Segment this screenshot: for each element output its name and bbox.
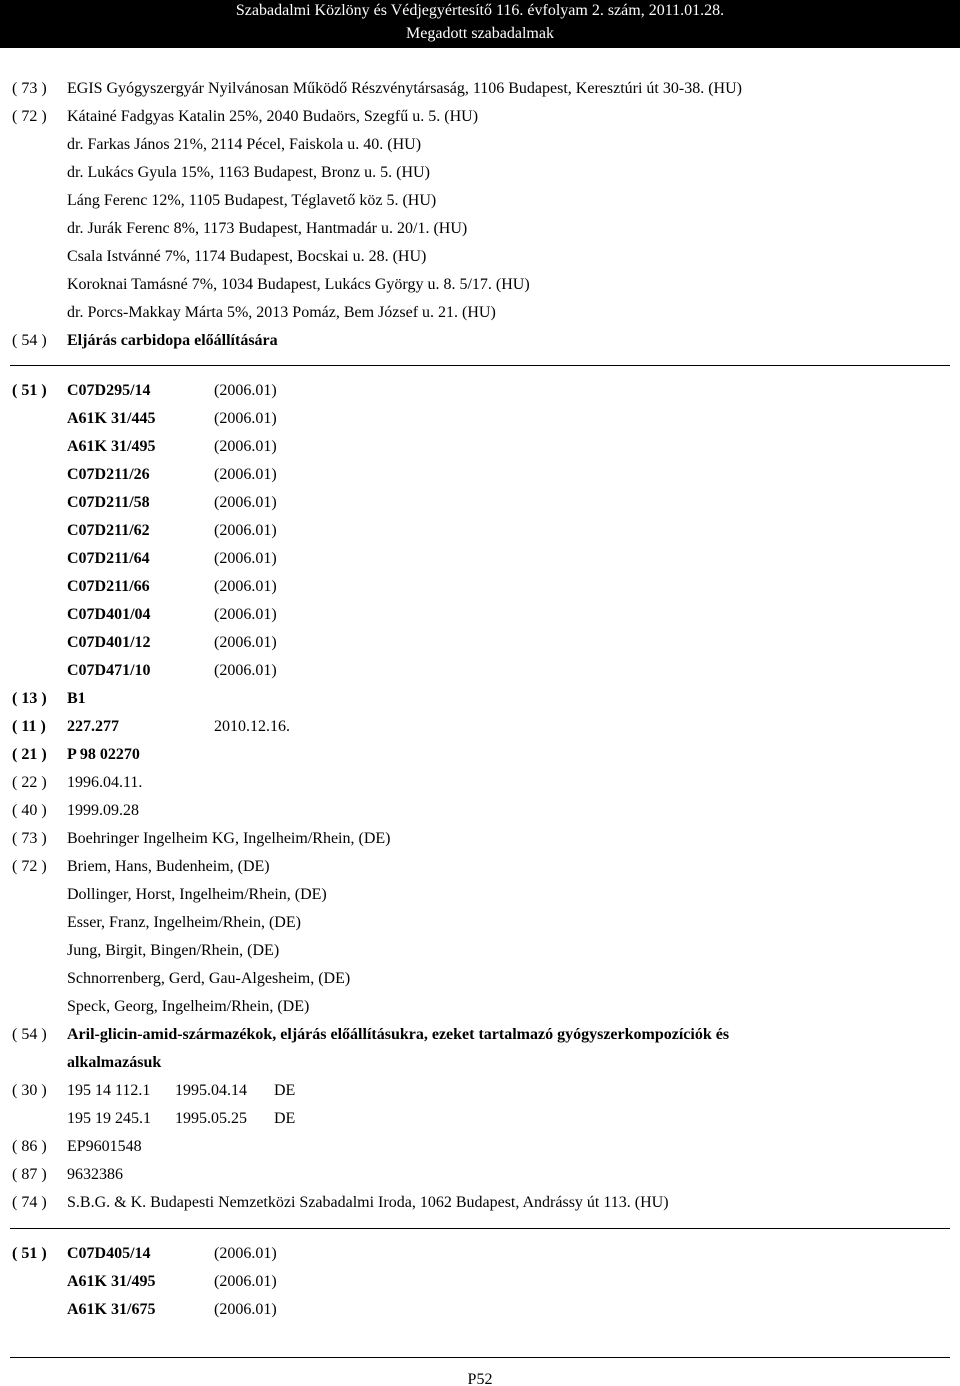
- priority-number: 195 19 245.1: [67, 1110, 151, 1127]
- publication-date: 1999.09.28: [67, 802, 139, 819]
- ipc-class: A61K 31/495: [67, 1273, 156, 1290]
- journal-title: Szabadalmi Közlöny és Védjegyértesítő 116. évfolyam 2. szám, 2011.01.28.: [235, 2, 725, 19]
- inventor-text: Kátainé Fadgyas Katalin 25%, 2040 Budaörs, Szegfű u. 5. (HU): [67, 108, 479, 125]
- inid-code: ( 87 ): [12, 1166, 47, 1183]
- ipc-class: A61K 31/445: [67, 410, 156, 427]
- section-title: Megadott szabadalmak: [406, 25, 554, 42]
- invention-title: Aril-glicin-amid-származékok, eljárás előállításukra, ezeket tartalmazó gyógyszerkompozíciók és: [67, 1026, 730, 1043]
- ipc-version: (2006.01): [214, 550, 277, 567]
- inventor-text: Schnorrenberg, Gerd, Gau-Algesheim, (DE): [67, 970, 351, 987]
- inventor-text: dr. Porcs-Makkay Márta 5%, 2013 Pomáz, Bem József u. 21. (HU): [67, 304, 496, 321]
- inid-code: ( 54 ): [12, 1026, 47, 1043]
- inventor-text: dr. Farkas János 21%, 2114 Pécel, Faiskola u. 40. (HU): [67, 136, 422, 153]
- inventor-text: Csala Istvánné 7%, 1174 Budapest, Bocskai u. 28. (HU): [67, 248, 427, 265]
- ipc-class: A61K 31/675: [67, 1301, 156, 1318]
- inid-code: ( 51 ): [12, 382, 47, 399]
- ipc-class: C07D405/14: [67, 1245, 151, 1262]
- ipc-version: (2006.01): [214, 522, 277, 539]
- ipc-class: C07D211/26: [67, 466, 150, 483]
- inid-code: ( 72 ): [12, 108, 47, 125]
- grant-date: 2010.12.16.: [214, 718, 290, 735]
- intl-application-number: EP9601548: [67, 1138, 142, 1155]
- inventor-text: Dollinger, Horst, Ingelheim/Rhein, (DE): [67, 886, 327, 903]
- ipc-class: C07D211/66: [67, 578, 150, 595]
- ipc-version: (2006.01): [214, 410, 277, 427]
- ipc-version: (2006.01): [214, 466, 277, 483]
- inventor-text: Koroknai Tamásné 7%, 1034 Budapest, Lukács György u. 8. 5/17. (HU): [67, 276, 530, 293]
- priority-country: DE: [274, 1110, 296, 1127]
- ipc-class: C07D211/58: [67, 494, 150, 511]
- entry-separator: [10, 1228, 950, 1229]
- priority-date: 1995.04.14: [175, 1082, 247, 1099]
- ipc-version: (2006.01): [214, 662, 277, 679]
- ipc-version: (2006.01): [214, 1273, 277, 1290]
- ipc-class: C07D401/04: [67, 606, 151, 623]
- inid-code: ( 73 ): [12, 80, 47, 97]
- priority-date: 1995.05.25: [175, 1110, 247, 1127]
- ipc-version: (2006.01): [214, 578, 277, 595]
- ipc-class: C07D295/14: [67, 382, 151, 399]
- kind-code: B1: [67, 690, 86, 707]
- inventor-text: dr. Jurák Ferenc 8%, 1173 Budapest, Hantmadár u. 20/1. (HU): [67, 220, 468, 237]
- inventor-text: dr. Lukács Gyula 15%, 1163 Budapest, Bronz u. 5. (HU): [67, 164, 430, 181]
- invention-title: Eljárás carbidopa előállítására: [67, 332, 278, 349]
- intl-publication-number: 9632386: [67, 1166, 123, 1183]
- inid-code: ( 86 ): [12, 1138, 47, 1155]
- patent-number: 227.277: [67, 718, 119, 735]
- inventor-text: Speck, Georg, Ingelheim/Rhein, (DE): [67, 998, 310, 1015]
- inid-code: ( 40 ): [12, 802, 47, 819]
- inid-code: ( 51 ): [12, 1245, 47, 1262]
- filing-date: 1996.04.11.: [67, 774, 143, 791]
- inventor-text: Esser, Franz, Ingelheim/Rhein, (DE): [67, 914, 301, 931]
- inid-code: ( 21 ): [12, 746, 47, 763]
- ipc-class: C07D211/64: [67, 550, 150, 567]
- inid-code: ( 13 ): [12, 690, 47, 707]
- ipc-version: (2006.01): [214, 494, 277, 511]
- holder-text: Boehringer Ingelheim KG, Ingelheim/Rhein, (DE): [67, 830, 391, 847]
- invention-title: alkalmazásuk: [67, 1054, 162, 1071]
- entry-separator: [10, 365, 950, 366]
- priority-number: 195 14 112.1: [67, 1082, 151, 1099]
- ipc-version: (2006.01): [214, 438, 277, 455]
- inid-code: ( 11 ): [12, 718, 46, 735]
- ipc-version: (2006.01): [214, 634, 277, 651]
- inventor-text: Láng Ferenc 12%, 1105 Budapest, Téglavető köz 5. (HU): [67, 192, 437, 209]
- inid-code: ( 74 ): [12, 1194, 47, 1211]
- page-number: P52: [467, 1371, 493, 1386]
- ipc-class: C07D471/10: [67, 662, 151, 679]
- application-number: P 98 02270: [67, 746, 140, 763]
- ipc-class: A61K 31/495: [67, 438, 156, 455]
- inid-code: ( 22 ): [12, 774, 47, 791]
- ipc-version: (2006.01): [214, 382, 277, 399]
- inid-code: ( 73 ): [12, 830, 47, 847]
- inventor-text: Briem, Hans, Budenheim, (DE): [67, 858, 270, 875]
- priority-country: DE: [274, 1082, 296, 1099]
- inventor-text: Jung, Birgit, Bingen/Rhein, (DE): [67, 942, 280, 959]
- agent-text: S.B.G. & K. Budapesti Nemzetközi Szabadalmi Iroda, 1062 Budapest, Andrássy út 113. (HU): [67, 1194, 669, 1211]
- holder-text: EGIS Gyógyszergyár Nyilvánosan Működő Részvénytársaság, 1106 Budapest, Keresztúri út 30-38. (HU): [67, 80, 742, 97]
- ipc-version: (2006.01): [214, 1245, 277, 1262]
- inid-code: ( 54 ): [12, 332, 47, 349]
- ipc-class: C07D401/12: [67, 634, 151, 651]
- ipc-class: C07D211/62: [67, 522, 150, 539]
- footer-rule: [10, 1357, 950, 1358]
- inid-code: ( 30 ): [12, 1082, 47, 1099]
- ipc-version: (2006.01): [214, 606, 277, 623]
- ipc-version: (2006.01): [214, 1301, 277, 1318]
- inid-code: ( 72 ): [12, 858, 47, 875]
- page-header: [0, 0, 960, 48]
